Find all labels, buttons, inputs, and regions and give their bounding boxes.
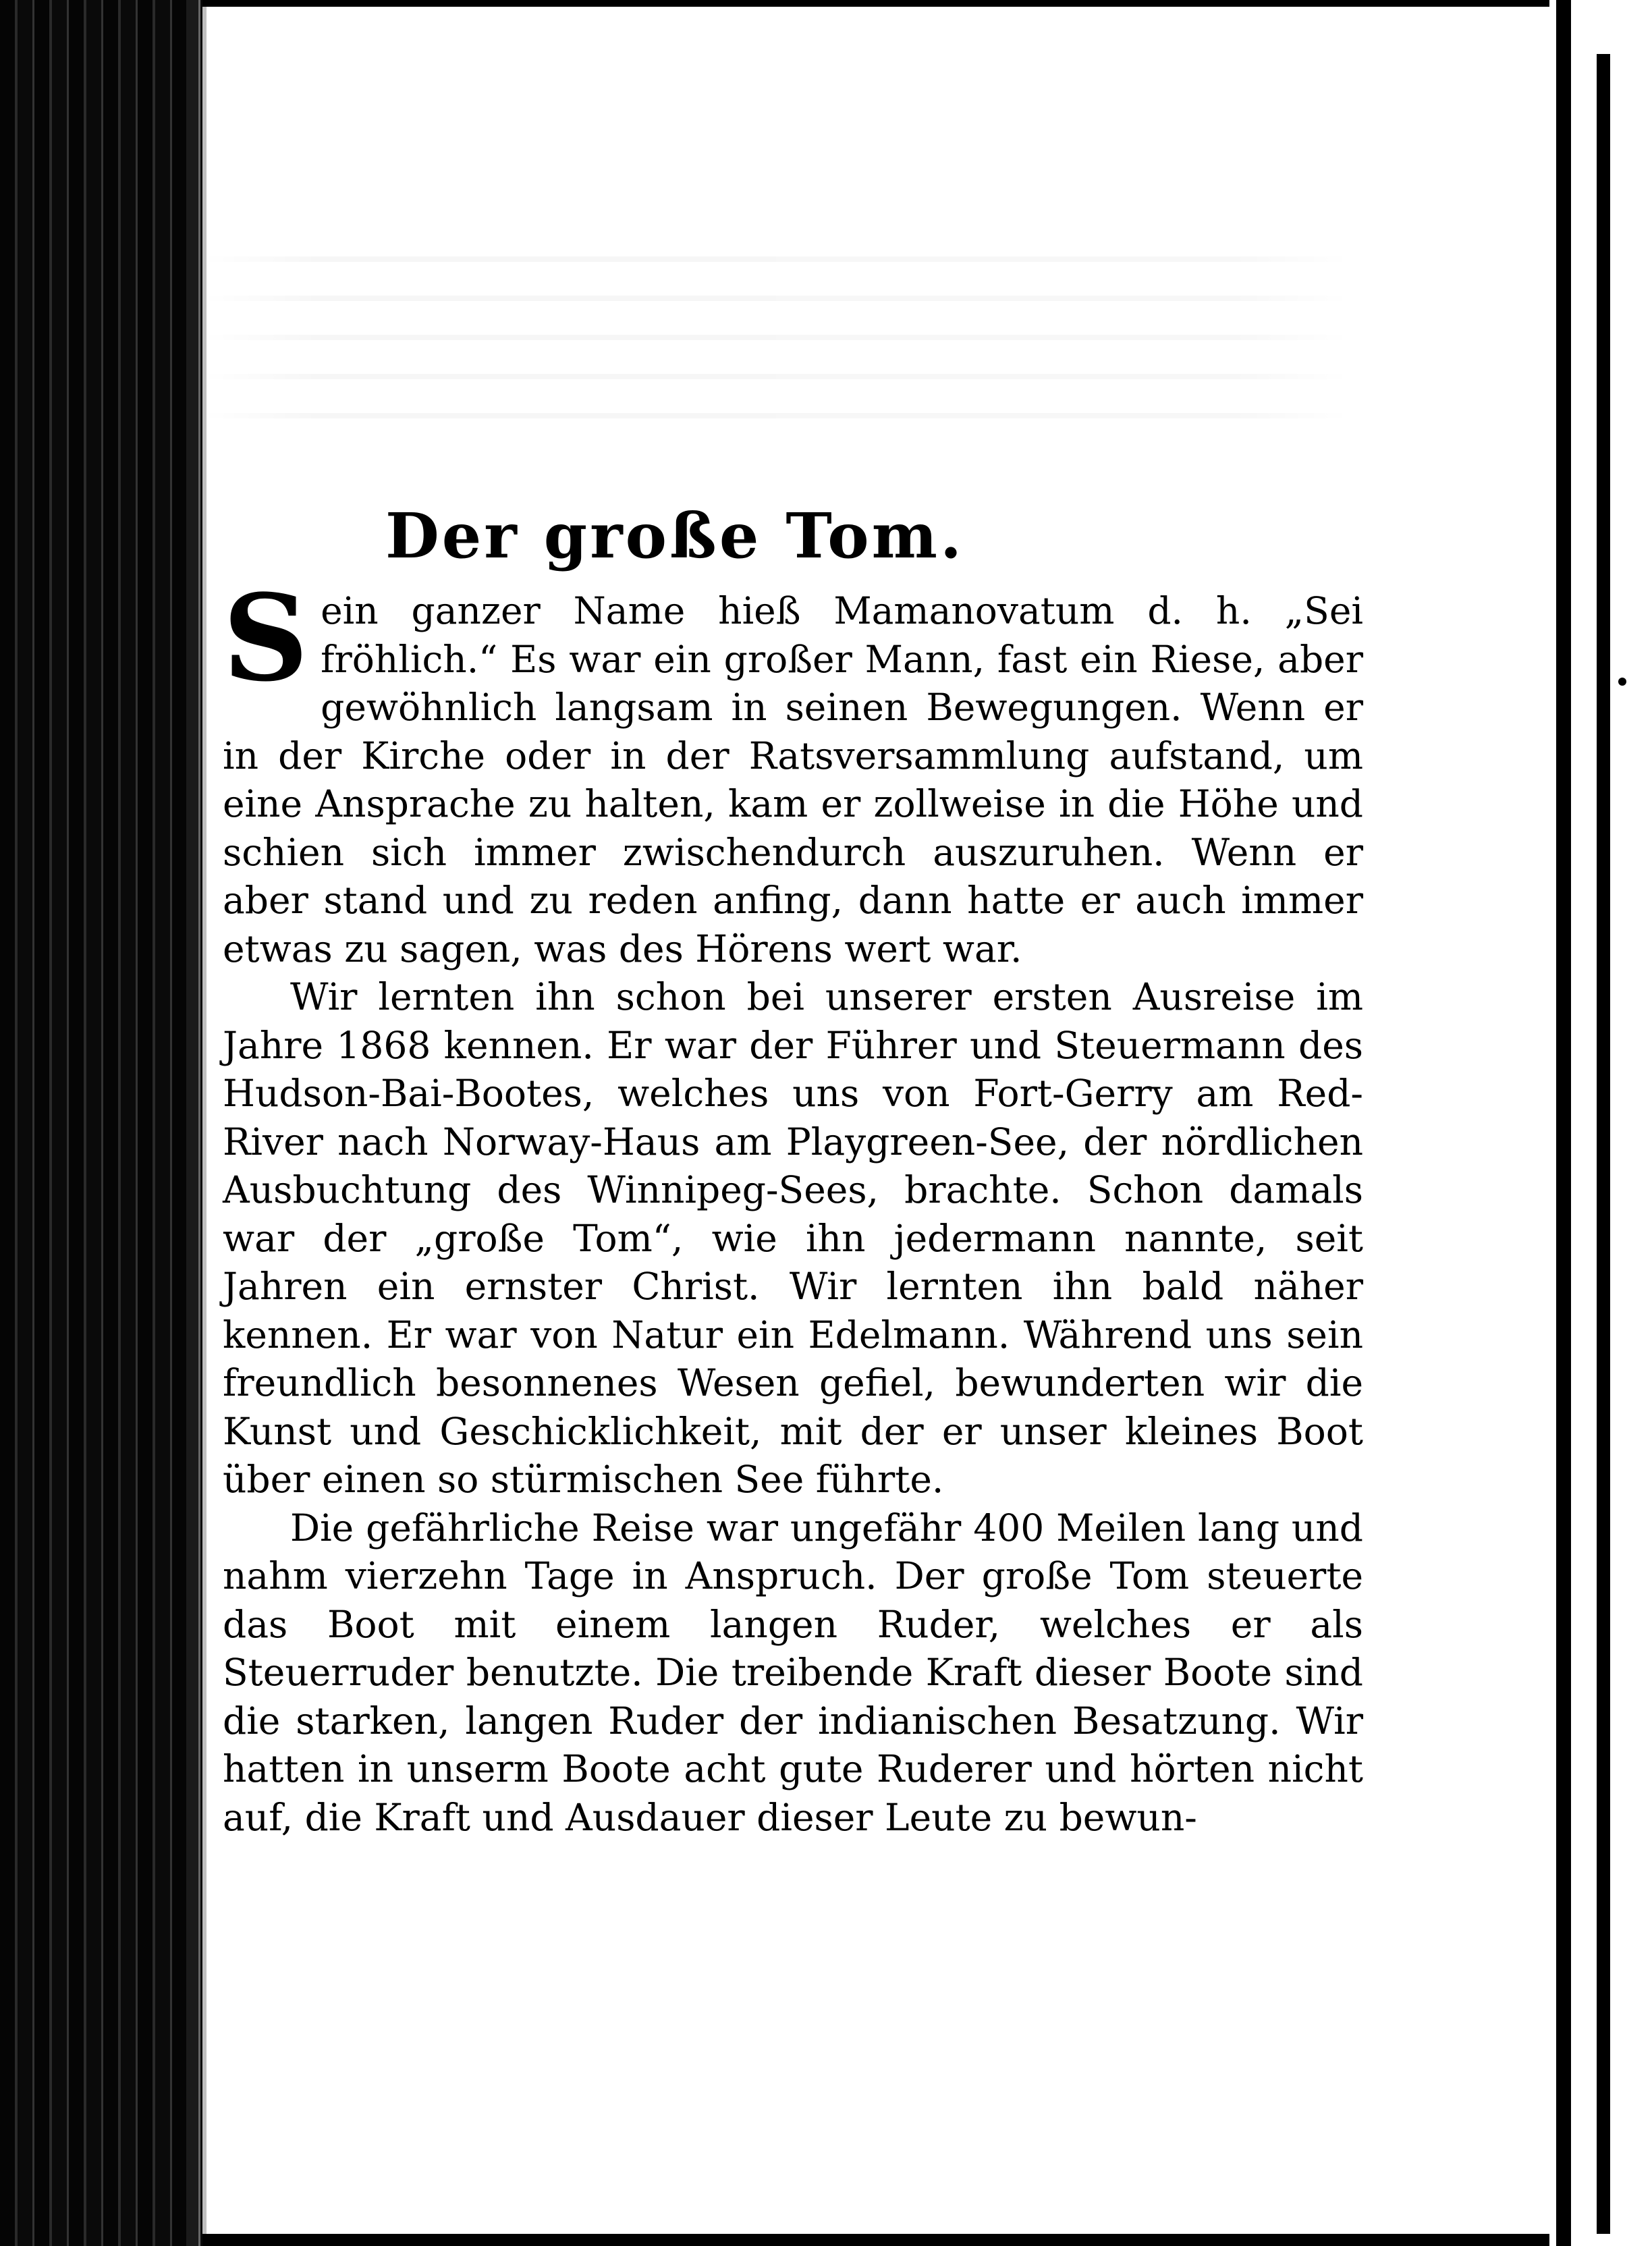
book-page-edges: [0, 0, 202, 2246]
binding-shadow: [1556, 0, 1571, 2246]
show-through-shadow: [202, 256, 1350, 540]
inner-page-edge: [186, 0, 200, 2246]
paragraph-1: [223, 568, 1363, 973]
facing-page-edge: [1549, 0, 1652, 2246]
facing-page-border: [1597, 54, 1610, 2234]
chapter-title: Der große Tom.: [385, 499, 965, 572]
paragraph-3: Die gefährliche Reise war ungefähr 400 Meilen lang und nahm vierzehn Tage in Anspruch. Der große Tom steuerte das Boot mit einem langen Ruder, welches er als Steuerruder benutzte. Die treibende Kraft dieser Boote sind die starken, langen Ruder der indianischen Besatzung. Wir hatten in unserm Boote acht gute Ruderer und hörten nicht auf, die Kraft und Ausdauer dieser Leute zu bewun-: [223, 1506, 1363, 1839]
scan-speck: [1618, 678, 1626, 686]
paragraph-2: Wir lernten ihn schon bei unserer ersten Ausreise im Jahre 1868 kennen. Er war der Führer und Steuermann des Hudson-Bai-Bootes, welches uns von Fort-Gerry am Red-River nach Norway-Haus am Playgreen-See, der nördlichen Ausbuchtung des Winnipeg-Sees, brachte. Schon damals war der „große Tom“, wie ihn jedermann nannte, seit Jahren ein ernster Christ. Wir lernten ihn bald näher kennen. Er war von Natur ein Edelmann. Während uns sein freundlich besonnenes Wesen gefiel, bewunderten wir die Kunst und Geschicklichkeit, mit der er unser kleines Boot über einen so stürmischen See führte.: [223, 975, 1363, 1501]
drop-cap: S: [223, 568, 309, 708]
paragraph-1-text: ein ganzer Name hieß Mamanovatum d. h. „Sei fröhlich.“ Es war ein großer Mann, fast ein Riese, aber gewöhnlich langsam in seinen Bewegungen. Wenn er in der Kirche oder in der Ratsversammlung aufstand, um eine Ansprache zu halten, kam er zollweise in die Höhe und schien sich immer zwischendurch auszuruhen. Wenn er aber stand und zu reden anfing, dann hatte er auch immer etwas zu sagen, was des Hörens wert war.: [223, 589, 1363, 970]
chapter-body: [223, 568, 1363, 1842]
